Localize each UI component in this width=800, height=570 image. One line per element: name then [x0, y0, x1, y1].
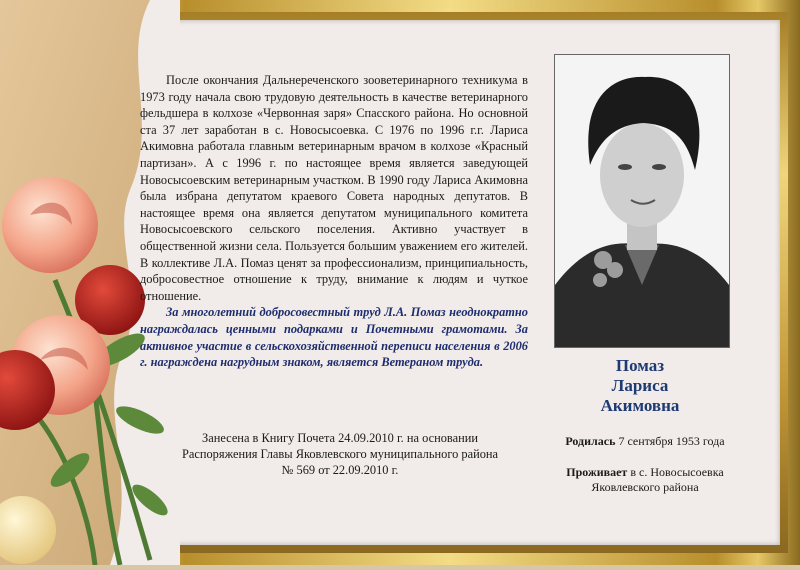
bio-paragraph-1: После окончания Дальнереченского зооветеринарного техникума в 1973 году начала свою трудовую деятельность в качестве ветеринарного фельдшера в колхозе «Червонная заря» Спасского района. Но основной ста 37 лет заработан в с. Новосысоевка. С 1976 по 1996 г.г. Лариса Акимовна работала главным ветеринарным врачом в колхозе «Красный партизан». А с 1996 г. по настоящее время является заведующей Новосысоевским ветеринарным участком. В 1990 году Лариса Акимовна была избрана депутатом краевого Совета народных депутатов. В настоящее время она является депутатом муниципального комитета Новосысоевского сельского поселения. Активно участвует в общественной жизни села. Пользуется большим уважением его жителей. В коллективе Л.А. Помаз ценят за профессионализм, принципиальность, добросовестное отношение к труду, внимание к людям и чуткое отношение. [140, 73, 528, 303]
record-line-3: № 569 от 22.09.2010 г. [281, 463, 399, 477]
person-name [540, 356, 740, 416]
lives-label: Проживает [566, 465, 628, 479]
patronymic: Акимовна [600, 396, 680, 415]
born-line [545, 434, 745, 449]
pink-rose-icon [2, 177, 98, 273]
born-label: Родилась [565, 434, 616, 448]
biography-text [140, 72, 528, 371]
face-icon [600, 123, 684, 227]
record-line-1: Занесена в Книгу Почета 24.09.2010 г. на основании [202, 431, 478, 445]
honor-book-record [150, 430, 530, 478]
first-name: Лариса [611, 376, 669, 395]
born-value: 7 сентября 1953 года [618, 434, 725, 448]
person-info [545, 434, 745, 495]
lives-value: в с. Новосысоевка [630, 465, 724, 479]
lives-line [545, 465, 745, 480]
lives-value-2: Яковлевского района [591, 480, 699, 494]
portrait-photo [554, 54, 730, 348]
record-line-2: Распоряжения Главы Яковлевского муниципального района [181, 447, 499, 461]
surname: Помаз [615, 356, 665, 375]
bio-paragraph-2: За многолетний добросовестный труд Л.А. Помаз неоднократно награждалась ценными подарками и Почетными грамотами. За активное участие в сельскохозяйственной переписи населения в 2006 г. награждена нагрудным знаком, является Ветераном труда. [140, 305, 528, 370]
